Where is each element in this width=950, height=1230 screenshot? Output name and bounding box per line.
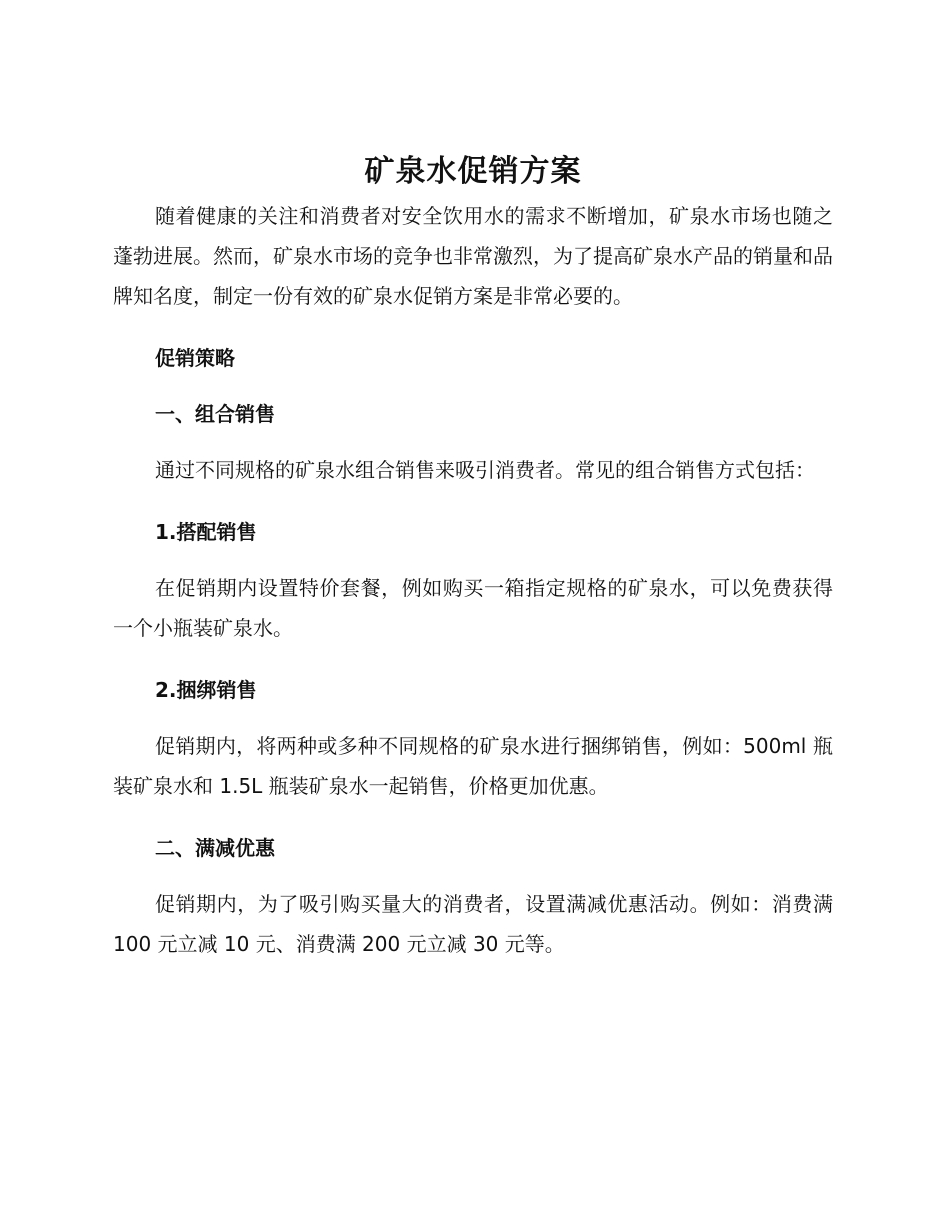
section-paragraph-pairing-sales: 在促销期内设置特价套餐，例如购买一箱指定规格的矿泉水，可以免费获得一个小瓶装矿泉水。: [113, 576, 833, 640]
section-paragraph-discount: 促销期内，为了吸引购买量大的消费者，设置满减优惠活动。例如：消费满 100 元立减 10 元、消费满 200 元立减 30 元等。: [113, 892, 833, 956]
section-heading-combo-sales: 一、组合销售: [155, 402, 275, 426]
section-heading-bundle-sales: 2.捆绑销售: [155, 678, 257, 702]
section-heading-pairing-sales: 1.搭配销售: [155, 520, 257, 544]
page-title: 矿泉水促销方案: [364, 154, 582, 189]
document-page: [113, 150, 833, 964]
intro-paragraph: 随着健康的关注和消费者对安全饮用水的需求不断增加，矿泉水市场也随之蓬勃进展。然而，矿泉水市场的竞争也非常激烈，为了提高矿泉水产品的销量和品牌知名度，制定一份有效的矿泉水促销方案是非常必要的。: [113, 204, 833, 308]
spacer: [113, 806, 833, 834]
spacer: [113, 316, 833, 344]
strategy-heading: 促销策略: [155, 346, 235, 370]
section-heading-discount: 二、满减优惠: [155, 836, 275, 860]
spacer: [113, 490, 833, 518]
spacer: [113, 372, 833, 400]
spacer: [113, 862, 833, 884]
spacer: [113, 648, 833, 676]
spacer: [113, 546, 833, 568]
section-paragraph-combo-sales: 通过不同规格的矿泉水组合销售来吸引消费者。常见的组合销售方式包括：: [155, 458, 815, 482]
spacer: [113, 704, 833, 726]
spacer: [113, 428, 833, 450]
section-paragraph-bundle-sales: 促销期内，将两种或多种不同规格的矿泉水进行捆绑销售，例如：500ml 瓶装矿泉水和 1.5L 瓶装矿泉水一起销售，价格更加优惠。: [113, 734, 833, 798]
